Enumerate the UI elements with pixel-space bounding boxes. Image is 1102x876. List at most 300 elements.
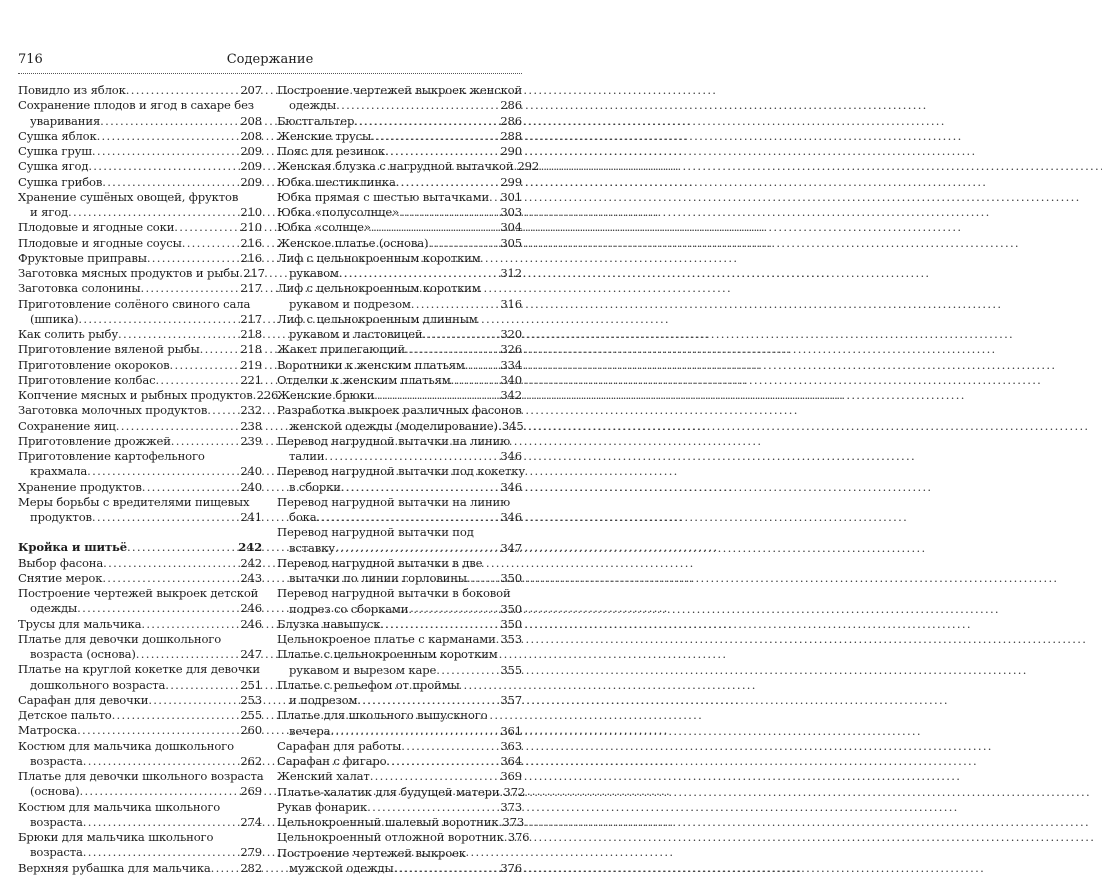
dot-leader (68, 205, 240, 220)
toc-entry-title: Фруктовые приправы (18, 251, 147, 266)
toc-entry (277, 769, 522, 784)
toc-entry (18, 266, 262, 281)
toc-page-number: 342 (500, 388, 522, 403)
dot-leader (140, 281, 240, 296)
toc-entry (18, 800, 262, 831)
dot-leader (102, 571, 240, 586)
toc-right-column (277, 83, 522, 876)
toc-page-number: 209 (240, 159, 262, 174)
toc-entry-title-line: Платье с рельефом от проймы (277, 678, 522, 693)
toc-entry-title-line: Сохранение плодов и ягод в сахаре без (18, 98, 262, 113)
toc-page-number: 208 (240, 129, 262, 144)
toc-entry-title: Женское платье (основа) (277, 236, 428, 251)
toc-page-number: 218 (240, 342, 262, 357)
toc-entry-title: Хранение продуктов (18, 480, 142, 495)
dot-leader (405, 342, 500, 357)
toc-entry-title-line: Перевод нагрудной вытачки на линию (277, 434, 522, 449)
toc-entry-title-line: Перевод нагрудной вытачки на линию (277, 495, 522, 510)
dot-leader (394, 861, 501, 876)
toc-entry (18, 586, 262, 617)
toc-entry-title: женской одежды (моделирование) (289, 419, 498, 434)
toc-page-number: 303 (500, 205, 522, 220)
toc-page-number: 369 (500, 769, 522, 784)
dot-leader (465, 358, 501, 373)
toc-page-number: 269 (240, 784, 262, 799)
toc-entry-title: крахмала (30, 464, 87, 479)
toc-page-number: 286 (500, 114, 522, 129)
dot-leader (102, 175, 240, 190)
toc-entry (277, 190, 522, 205)
dot-leader (182, 236, 241, 251)
toc-page-number: 372 (503, 785, 525, 800)
toc-entry-title-line: Костюм для мальчика дошкольного (18, 739, 262, 754)
toc-entry-title-line: Лиф с цельнокроенным коротким (277, 281, 522, 296)
dot-leader (112, 708, 241, 723)
toc-page-number: 355 (500, 663, 522, 678)
toc-entry-title: рукавом (289, 266, 339, 281)
toc-entry (277, 251, 522, 282)
toc-entry-title: одежды (289, 98, 336, 113)
toc-entry (18, 220, 262, 235)
toc-entry (277, 678, 522, 709)
toc-entry-title: Повидло из яблок (18, 83, 126, 98)
toc-entry (277, 525, 522, 556)
toc-entry-title: Трусы для мальчика (18, 617, 141, 632)
dot-leader (141, 617, 240, 632)
dot-leader (371, 220, 501, 235)
toc-page-number: 312 (500, 266, 522, 281)
toc-entry (18, 861, 262, 876)
toc-page-number: 241 (240, 510, 262, 525)
toc-entry (277, 220, 522, 235)
toc-entry-title: (основа) (30, 784, 79, 799)
toc-entry-title: Женская блузка с нагрудной вытачкой (277, 159, 513, 174)
toc-entry-title: Цельнокроеное платье с карманами (277, 632, 496, 647)
toc-entry-title: Как солить рыбу (18, 327, 118, 342)
dot-leader (148, 693, 240, 708)
dot-leader (357, 693, 500, 708)
toc-page-number: 217 (243, 266, 265, 281)
toc-entry (18, 769, 262, 800)
dot-leader (354, 114, 500, 129)
toc-entry (18, 403, 262, 418)
toc-entry-title: талии (289, 449, 324, 464)
toc-entry (277, 342, 522, 357)
toc-entry (18, 632, 262, 663)
dot-leader (170, 358, 241, 373)
dot-leader (79, 784, 240, 799)
toc-page-number: 217 (240, 281, 262, 296)
toc-page-number: 238 (240, 419, 262, 434)
dot-leader (380, 617, 500, 632)
toc-page-number: 350 (500, 602, 522, 617)
toc-entry (277, 586, 522, 617)
toc-entry-title: Заготовка солонины (18, 281, 140, 296)
toc-entry-title: возраста (30, 845, 83, 860)
toc-entry (18, 662, 262, 693)
toc-entry (277, 373, 522, 388)
toc-entry-title: Выбор фасона (18, 556, 103, 571)
toc-page-number: 260 (240, 723, 262, 738)
toc-page-number: 210 (240, 205, 262, 220)
toc-entry (277, 495, 522, 526)
toc-entry-title: Цельнокроенный отложной воротник (277, 830, 504, 845)
toc-page-number: 253 (240, 693, 262, 708)
toc-entry-title: бока (289, 510, 317, 525)
toc-page-number: 373 (500, 800, 522, 815)
toc-entry-title: рукавом и вырезом каре (289, 663, 436, 678)
dot-leader (83, 815, 241, 830)
toc-entry-title: Жакет прилегающий (277, 342, 405, 357)
toc-page-number: 247 (240, 647, 262, 662)
toc-entry-title: подрез со сборками (289, 602, 408, 617)
toc-page-number: 376 (500, 861, 522, 876)
toc-entry-title: Рукав фонарик (277, 800, 367, 815)
toc-entry (277, 846, 522, 876)
toc-page-number: 207 (240, 83, 262, 98)
toc-entry-title: Цельнокроенный шалевый воротник (277, 815, 498, 830)
toc-entry (18, 419, 262, 434)
toc-entry-title: Сарафан для девочки (18, 693, 148, 708)
toc-page-number: 346 (500, 510, 522, 525)
toc-entry (18, 480, 262, 495)
toc-left-column (18, 83, 262, 876)
toc-entry-title: Сушка грибов (18, 175, 102, 190)
dot-leader (408, 602, 500, 617)
toc-entry-title: Юбка «полусолнце» (277, 205, 399, 220)
dot-leader (396, 175, 501, 190)
toc-page-number: 376 (508, 830, 530, 845)
toc-entry-title: (шпика) (30, 312, 78, 327)
toc-entry-title-line: Платье для девочки школьного возраста (18, 769, 262, 784)
toc-entry-title: вставку (289, 541, 335, 556)
dot-leader (92, 144, 240, 159)
dot-leader (88, 159, 240, 174)
dot-leader (207, 403, 240, 418)
toc-page-number: 262 (240, 754, 262, 769)
toc-entry (277, 358, 522, 373)
toc-entry (277, 647, 522, 678)
toc-entry (18, 388, 262, 403)
toc-page-number: 292 (517, 159, 539, 174)
dot-leader (341, 480, 500, 495)
toc-entry-title-line: Брюки для мальчика школьного (18, 830, 262, 845)
toc-entry-title: Заготовка молочных продуктов (18, 403, 207, 418)
toc-entry-title: в сборки (289, 480, 341, 495)
toc-page-number: 361 (500, 724, 522, 739)
toc-page-number: 216 (240, 251, 262, 266)
toc-entry-title: Женские брюки (277, 388, 374, 403)
page-number: 716 (18, 52, 43, 68)
toc-entry-title: и ягод (30, 205, 68, 220)
toc-entry-title: возраста (основа) (30, 647, 136, 662)
toc-entry-title-line: Лиф с цельнокроенным длинным (277, 312, 522, 327)
toc-page-number: 316 (500, 297, 522, 312)
toc-entry-title: Приготовление колбас (18, 373, 155, 388)
toc-entry-title: Приготовление дрожжей (18, 434, 171, 449)
toc-entry (18, 358, 262, 373)
toc-entry-title: Пояс для резинок (277, 144, 385, 159)
toc-page-number: 288 (500, 129, 522, 144)
dot-leader (126, 83, 241, 98)
toc-entry (277, 800, 522, 815)
toc-entry-title: Плодовые и ягодные соусы (18, 236, 182, 251)
toc-page-number: 239 (240, 434, 262, 449)
toc-page-number: 334 (500, 358, 522, 373)
toc-page-number: 363 (500, 739, 522, 754)
toc-page-number: 350 (500, 571, 522, 586)
toc-entry-title: Сушка груш (18, 144, 92, 159)
toc-entry-title: Юбка «солнце» (277, 220, 371, 235)
toc-entry-title: Детское пальто (18, 708, 112, 723)
toc-entry (277, 464, 522, 495)
toc-page-number: 255 (240, 708, 262, 723)
dot-leader (371, 129, 500, 144)
toc-entry-title: рукавом и ластовицей (289, 327, 423, 342)
toc-page-number: 246 (240, 601, 262, 616)
dot-leader (97, 129, 241, 144)
toc-page-number: 240 (240, 464, 262, 479)
toc-entry-title: вытачки по линии горловины (289, 571, 467, 586)
dot-leader (436, 663, 500, 678)
toc-page-number: 346 (500, 449, 522, 464)
toc-entry-title: возраста (30, 815, 83, 830)
toc-page-number: 304 (500, 220, 522, 235)
toc-entry-title-line: Приготовление картофельного (18, 449, 262, 464)
toc-entry (277, 556, 522, 587)
toc-entry (277, 388, 522, 403)
toc-entry-title-line: Приготовление солёного свиного сала (18, 297, 262, 312)
toc-page-number: 209 (240, 175, 262, 190)
toc-entry-title: Женские трусы (277, 129, 371, 144)
toc-entry (18, 190, 262, 221)
toc-entry-title: рукавом и подрезом (289, 297, 411, 312)
dot-leader (489, 190, 500, 205)
toc-entry (18, 739, 262, 770)
dot-leader (100, 114, 240, 129)
toc-entry (277, 830, 522, 845)
dot-leader (142, 480, 241, 495)
toc-entry (18, 693, 262, 708)
toc-page-number: 326 (500, 342, 522, 357)
toc-entry-title: Приготовление окороков (18, 358, 170, 373)
dot-leader (423, 327, 501, 342)
dot-leader (77, 723, 240, 738)
toc-page-number: 246 (240, 617, 262, 632)
toc-entry-title: Снятие мерок (18, 571, 102, 586)
toc-entry (277, 632, 522, 647)
toc-entry (277, 754, 522, 769)
toc-page-number: 208 (240, 114, 262, 129)
toc-page-number: 218 (240, 327, 262, 342)
toc-page-number: 357 (500, 693, 522, 708)
dot-leader (451, 373, 501, 388)
toc-page-number: 347 (500, 541, 522, 556)
dot-leader (467, 571, 500, 586)
dot-leader (374, 388, 500, 403)
toc-entry (18, 571, 262, 586)
toc-entry-title: Сарафан для работы (277, 739, 401, 754)
toc-entry (18, 129, 262, 144)
toc-entry-title: Заготовка мясных продуктов и рыбы (18, 266, 239, 281)
dot-leader (87, 464, 240, 479)
toc-entry-title: Приготовление вяленой рыбы (18, 342, 200, 357)
toc-page-number: 282 (240, 861, 262, 876)
toc-page-number: 353 (500, 632, 522, 647)
toc-page-number: 242 (240, 556, 262, 571)
toc-entry (18, 830, 262, 861)
toc-entry-title: Сохранение яиц (18, 419, 116, 434)
toc-entry-title-line: Лиф с цельнокроенным коротким (277, 251, 522, 266)
toc-entry (277, 708, 522, 739)
dot-leader (155, 373, 240, 388)
toc-entry (277, 312, 522, 343)
dot-leader (174, 220, 240, 235)
toc-page-number: 346 (500, 480, 522, 495)
dot-leader (399, 205, 500, 220)
toc-entry-title-line: Платье с цельнокроенным коротким (277, 647, 522, 662)
toc-entry (18, 434, 262, 449)
toc-entry (277, 617, 522, 632)
toc-entry-title-line: Меры борьбы с вредителями пищевых (18, 495, 262, 510)
toc-page-number: 217 (240, 312, 262, 327)
toc-entry-title: Бюстгальтер (277, 114, 354, 129)
toc-entry-title-line: Перевод нагрудной вытачки в две (277, 556, 522, 571)
toc-entry (18, 281, 262, 296)
toc-entry (18, 342, 262, 357)
header-rule (18, 73, 522, 74)
toc-page-number: 286 (500, 98, 522, 113)
toc-entry-title: вечера (289, 724, 330, 739)
toc-page-number: 219 (240, 358, 262, 373)
toc-entry (18, 373, 262, 388)
toc-entry-title: дошкольного возраста (30, 678, 165, 693)
dot-leader (385, 144, 500, 159)
toc-entry-title: Сушка ягод (18, 159, 88, 174)
toc-page-number: 373 (502, 815, 524, 830)
toc-entry (18, 98, 262, 129)
toc-entry (277, 205, 522, 220)
dot-leader (136, 647, 241, 662)
toc-entry (277, 159, 522, 174)
toc-entry (18, 159, 262, 174)
dot-leader (116, 419, 241, 434)
toc-page-number: 320 (500, 327, 522, 342)
toc-entry-title: одежды (30, 601, 77, 616)
toc-page-number: 226 (257, 388, 279, 403)
toc-entry-title: Юбка прямая с шестью вытачками (277, 190, 489, 205)
toc-entry (277, 114, 522, 129)
toc-page-number: 210 (240, 220, 262, 235)
toc-entry (277, 129, 522, 144)
dot-leader (330, 724, 500, 739)
toc-entry-title-line: Перевод нагрудной вытачки под (277, 525, 522, 540)
dot-leader (335, 541, 500, 556)
toc-entry-title: мужской одежды (289, 861, 394, 876)
toc-entry-title: Сушка яблок (18, 129, 97, 144)
toc-entry (18, 297, 262, 328)
toc-entry-title: Сарафан с фигаро (277, 754, 386, 769)
toc-entry-title: Отделки к женским платьям (277, 373, 451, 388)
toc-page-number: 242 (238, 540, 262, 555)
toc-entry (277, 281, 522, 312)
dot-leader (370, 769, 501, 784)
toc-entry (18, 236, 262, 251)
toc-entry-title: уваривания (30, 114, 100, 129)
toc-entry (18, 144, 262, 159)
dot-leader (127, 540, 238, 555)
dot-leader (165, 678, 240, 693)
toc-entry-title-line: Построение чертежей выкроек женской (277, 83, 522, 98)
toc-entry (277, 236, 522, 251)
dot-leader (147, 251, 241, 266)
running-title: Содержание (18, 52, 522, 68)
toc-page-number: 345 (502, 419, 524, 434)
toc-entry (277, 403, 522, 434)
toc-entry-title: и подрезом (289, 693, 357, 708)
dot-leader (92, 510, 240, 525)
toc-page-number: 232 (240, 403, 262, 418)
toc-entry (277, 739, 522, 754)
toc-page-number: 243 (240, 571, 262, 586)
toc-entry (18, 617, 262, 632)
dot-leader (200, 342, 241, 357)
dot-leader (336, 98, 500, 113)
toc-entry (18, 540, 262, 555)
dot-leader (103, 556, 240, 571)
toc-entry-title-line: Перевод нагрудной вытачки в боковой (277, 586, 522, 601)
toc-entry (277, 785, 522, 800)
toc-entry-title-line: Перевод нагрудной вытачки под кокетку (277, 464, 522, 479)
dot-leader (339, 266, 500, 281)
toc-entry-title-line: Построение чертежей выкроек детской (18, 586, 262, 601)
toc-entry-title: Матроска (18, 723, 77, 738)
dot-leader (428, 236, 500, 251)
dot-leader (77, 601, 240, 616)
toc-entry (18, 723, 262, 738)
toc-page-number: 350 (500, 617, 522, 632)
dot-leader (211, 861, 241, 876)
toc-entry (18, 449, 262, 480)
toc-entry-title: Копчение мясных и рыбных продуктов (18, 388, 253, 403)
page-header (18, 52, 522, 68)
dot-leader (83, 754, 241, 769)
dot-leader (83, 845, 241, 860)
toc-entry (18, 175, 262, 190)
toc-entry (18, 327, 262, 342)
toc-entry-title: Юбка шестиклинка (277, 175, 396, 190)
toc-entry (277, 144, 522, 159)
toc-page-number: 299 (500, 175, 522, 190)
toc-entry (18, 83, 262, 98)
dot-leader (386, 754, 500, 769)
toc-entry-title-line: Хранение сушёных овощей, фруктов (18, 190, 262, 205)
toc-entry-title-line: Костюм для мальчика школьного (18, 800, 262, 815)
toc-entry (18, 556, 262, 571)
toc-entry-title: Блузка навыпуск (277, 617, 380, 632)
toc-page-number: 240 (240, 480, 262, 495)
dot-leader (118, 327, 240, 342)
toc-entry-title: возраста (30, 754, 83, 769)
toc-entry-title: Платье-халатик для будущей матери (277, 785, 499, 800)
toc-entry (18, 708, 262, 723)
toc-entry-title-line: Платье для девочки дошкольного (18, 632, 262, 647)
toc-entry (277, 815, 522, 830)
toc-page-number: 216 (240, 236, 262, 251)
toc-page-number: 251 (240, 678, 262, 693)
toc-page-number: 290 (500, 144, 522, 159)
dot-leader (401, 739, 500, 754)
